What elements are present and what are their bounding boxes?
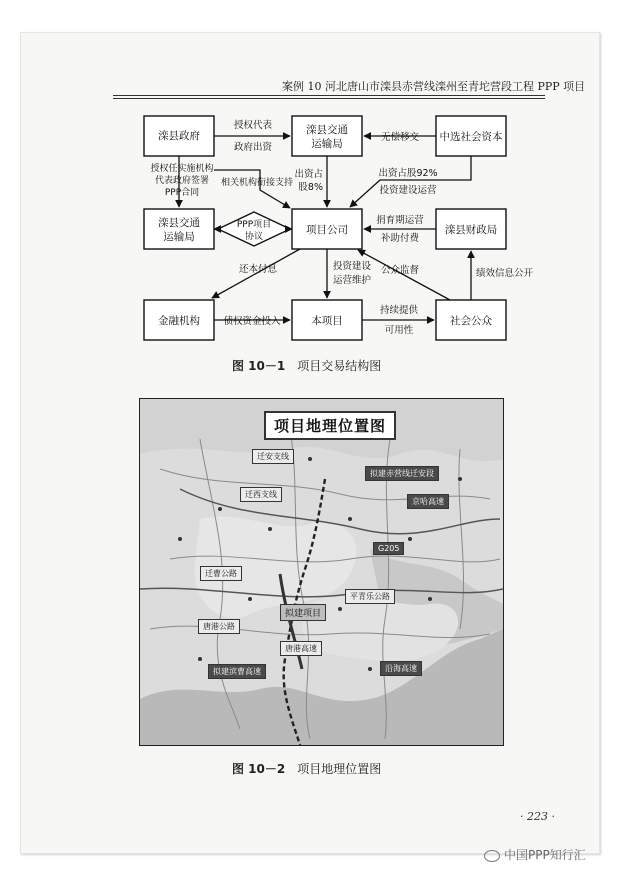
location-map <box>139 398 504 746</box>
label-invest-build-2: 运营维护 <box>333 275 372 286</box>
callout-yanhai: 沿海高速 <box>380 661 422 676</box>
label-support: 相关机构衔接支持 <box>220 178 294 188</box>
callout-jingha: 京哈高速 <box>407 494 449 509</box>
callout-qianxi-branch: 迁西支线 <box>240 487 282 502</box>
label-subsidy-2: 补助付费 <box>380 233 420 244</box>
node-company: 项目公司 <box>306 224 348 236</box>
node-transport-left-2: 运输局 <box>163 231 195 243</box>
node-ppp-agreement-2: 协议 <box>244 232 264 242</box>
figure-1-caption <box>232 357 381 374</box>
callout-binhai: 拟建滨曹高速 <box>208 664 266 679</box>
label-authorize-sign-2: 代表政府签署 <box>154 176 210 186</box>
label-subsidy-1: 捐育期运营 <box>376 215 424 226</box>
label-authorize-gov-2: 政府出资 <box>233 142 273 153</box>
callout-qianan-branch: 迁安支线 <box>252 449 294 464</box>
label-authorize-sign-3: PPP合同 <box>164 188 200 198</box>
label-authorize-gov-1: 授权代表 <box>233 120 273 131</box>
callout-proposed-qianan: 拟建赤营线迁安段 <box>365 466 439 481</box>
arrow-capital-to-company <box>350 156 471 207</box>
callout-qiancao: 迁曹公路 <box>200 566 242 581</box>
label-invest-build-1: 投资建设 <box>333 261 372 272</box>
label-performance: 绩效信息公开 <box>476 268 534 279</box>
figure-1-number: 图 10－1 <box>232 359 286 373</box>
label-repay: 还本付息 <box>238 264 278 275</box>
label-share8-2: 股8% <box>298 182 323 193</box>
page-number: · 223 · <box>520 810 555 823</box>
label-free-transfer: 无偿移交 <box>380 132 420 143</box>
node-transport-top-box <box>292 116 362 156</box>
node-capital: 中选社会资本 <box>439 131 503 143</box>
node-transport-top-2: 运输局 <box>311 138 343 150</box>
map-title: 项目地理位置图 <box>264 411 396 440</box>
running-header: 案例 10 河北唐山市滦县赤营线滦州至青坨营段工程 PPP 项目 <box>282 80 586 93</box>
node-ppp-agreement-1: PPP项目 <box>236 220 272 230</box>
callout-g205: G205 <box>373 542 404 555</box>
figure-2-caption <box>232 760 381 777</box>
label-debt-equity: 债权资金投入 <box>223 316 281 327</box>
label-share8-1: 出资占 <box>294 169 323 180</box>
node-transport-left-1: 滦县交通 <box>158 217 200 229</box>
callout-project: 拟建项目 <box>280 604 326 621</box>
callout-pingqingle: 平青乐公路 <box>345 589 395 604</box>
node-public: 社会公众 <box>450 315 492 327</box>
label-availability-2: 可用性 <box>384 325 414 336</box>
label-share92-1: 出资占股92% <box>378 168 438 179</box>
figure-1-title: 项目交易结构图 <box>297 359 382 373</box>
node-bank: 金融机构 <box>158 315 200 327</box>
arrow-support <box>214 170 290 208</box>
figure-2-title: 项目地理位置图 <box>297 762 382 776</box>
callout-tanglao: 唐港公路 <box>198 619 240 634</box>
callout-tanggang: 唐港高速 <box>280 641 322 656</box>
map-base <box>140 399 503 745</box>
figure-2-number: 图 10－2 <box>232 762 286 776</box>
label-public-supervise: 公众监督 <box>380 265 420 276</box>
node-finance: 滦县财政局 <box>444 224 498 236</box>
node-transport-left-box <box>144 209 214 249</box>
node-project: 本项目 <box>311 315 343 327</box>
label-availability-1: 持续提供 <box>379 305 419 316</box>
node-gov: 滦县政府 <box>158 130 200 142</box>
node-transport-top-1: 滦县交通 <box>306 124 348 136</box>
label-share92-2: 投资建设运营 <box>379 185 437 196</box>
wechat-icon <box>484 850 500 862</box>
label-authorize-sign-1: 授权任实施机构 <box>150 164 214 174</box>
watermark <box>484 846 586 863</box>
watermark-text: 中国PPP知行汇 <box>504 848 586 862</box>
